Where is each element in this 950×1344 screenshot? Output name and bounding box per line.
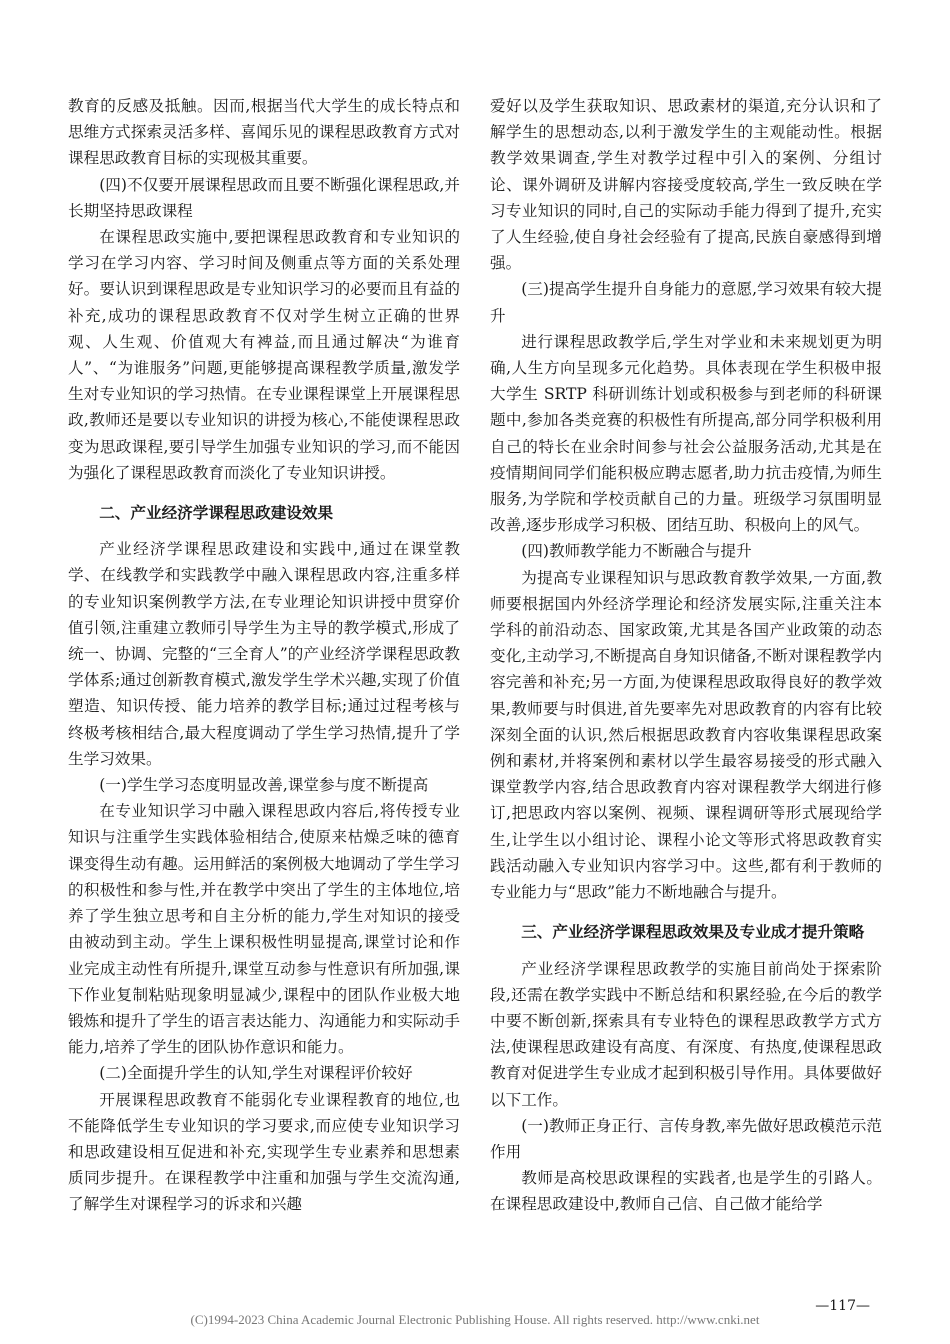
paragraph: 产业经济学课程思政教学的实施目前尚处于探索阶段,还需在教学实践中不断总结和积累经验,在今后的教学中要不断创新,探索具有专业特色的课程思政教学方式方法,使课程思政建设有高度、有深度、有热度,使课程思政教育对促进学生专业成才起到积极引导作用。具体要做好以下工作。 xyxy=(490,959,882,1109)
subheading-1: (一)学生学习态度明显改善,课堂参与度不断提高 xyxy=(99,776,429,795)
paragraph: 为提高专业课程知识与思政教育教学效果,一方面,教师要根据国内外经济学理论和经济发展实际,注重关注本学科的前沿动态、国家政策,尤其是各国产业政策的动态变化,主动学习,不断提高自身知识储备,不断对课程教学内容完善和补充;另一方面,为使课程思政取得良好的教学效果,教师要与时俱进,首先要率先对思政教育的内容有比较深刻全面的认识,然后根据思政教育内容收集课程思政案例和素材,并将案例和素材以学生最容易接受的形式融入课堂教学内容,结合思政教育内容对课程教学大纲进行修订,把思政内容以案例、视频、课程调研等形式展现给学生,让学生以小组讨论、课程小论文等形式将思政教育实践活动融入专业知识内容学习中。这些,都有利于教师的专业能力与“思政”能力不断地融合与提升。 xyxy=(490,568,882,902)
paragraph: 教育的反感及抵触。因而,根据当代大学生的成长特点和思维方式探索灵活多样、喜闻乐见的课程思政教育方式对课程思政教育目标的实现极其重要。 xyxy=(68,97,460,168)
right-column xyxy=(490,93,882,1218)
paragraph: 爱好以及学生获取知识、思政素材的渠道,充分认识和了解学生的思想动态,以利于激发学生的主观能动性。根据教学效果调查,学生对教学过程中引入的案例、分组讨论、课外调研及讲解内容接受度较高,学生一致反映在学习专业知识的同时,自己的实际动手能力得到了提升,充实了人生经验,使自身社会经验有了提高,民族自豪感得到增强。 xyxy=(490,97,882,273)
subheading-2: (二)全面提升学生的认知,学生对课程评价较好 xyxy=(99,1064,413,1083)
copyright-notice: (C)1994-2023 China Academic Journal Electronic Publishing House. All rights reserved. http://www.cnki.net xyxy=(190,1312,760,1327)
paragraph: 教师是高校思政课程的实践者,也是学生的引路人。在课程思政建设中,教师自己信、自己做才能给学 xyxy=(490,1169,882,1214)
subheading-4: (四)不仅要开展课程思政而且要不断强化课程思政,并长期坚持思政课程 xyxy=(68,175,460,220)
paragraph: 产业经济学课程思政建设和实践中,通过在课堂教学、在线教学和实践教学中融入课程思政内容,注重多样的专业知识案例教学方法,在专业理论知识讲授中贯穿价值引领,注重建立教师引导学生为主导的教学模式,形成了统一、协调、完整的“三全育人”的产业经济学课程思政教学体系;通过创新教育模式,激发学生学术兴趣,实现了价值塑造、知识传授、能力培养的教学目标;通过过程考核与终极考核相结合,最大程度调动了学生学习热情,提升了学生学习效果。 xyxy=(68,540,460,768)
section-heading-3: 三、产业经济学课程思政效果及专业成才提升策略 xyxy=(521,923,865,942)
page-number: —117— xyxy=(815,1298,870,1314)
paragraph: 在专业知识学习中融入课程思政内容后,将传授专业知识与注重学生实践体验相结合,使原来枯燥乏味的德育课变得生动有趣。运用鲜活的案例极大地调动了学生学习的积极性和参与性,并在教学中突出了学生的主体地位,培养了学生独立思考和自主分析的能力,学生对知识的接受由被动到主动。学生上课积极性明显提高,课堂讨论和作业完成主动性有所提升,课堂互动参与性意识有所加强,课下作业复制粘贴现象明显减少,课程中的团队作业极大地锻炼和提升了学生的语言表达能力、沟通能力和实际动手能力,培养了学生的团队协作意识和能力。 xyxy=(68,802,460,1057)
left-column xyxy=(68,93,460,1218)
section-heading-2: 二、产业经济学课程思政建设效果 xyxy=(99,504,334,523)
subheading-4: (四)教师教学能力不断融合与提升 xyxy=(521,542,752,561)
paragraph: 开展课程思政教育不能弱化专业课程教育的地位,也不能降低学生专业知识的学习要求,而应使专业知识学习和思政建设相互促进和补充,实现学生专业素养和思想素质同步提升。在课程教学中注重和加强与学生交流沟通,了解学生对课程学习的诉求和兴趣 xyxy=(68,1090,460,1214)
paragraph: 进行课程思政教学后,学生对学业和未来规划更为明确,人生方向呈现多元化趋势。具体表现在学生积极申报大学生 SRTP 科研训练计划或积极参与到老师的科研课题中,参加各类竞赛的积极性有所提高,部分同学积极利用自己的特长在业余时间参与社会公益服务活动,尤其是在疫情期间同学们能积极应聘志愿者,助力抗击疫情,为师生服务,为学院和学校贡献自己的力量。班级学习氛围明显改善,逐步形成学习积极、团结互助、积极向上的风气。 xyxy=(490,332,882,535)
subheading-1: (一)教师正身正行、言传身教,率先做好思政模范示范作用 xyxy=(490,1116,882,1161)
paragraph: 在课程思政实施中,要把课程思政教育和专业知识的学习在学习内容、学习时间及侧重点等方面的关系处理好。要认识到课程思政是专业知识学习的必要而且有益的补充,成功的课程思政教育不仅对学生树立正确的世界观、人生观、价值观大有裨益,而且通过解决“为谁育人”、“为谁服务”问题,更能够提高课程教学质量,激发学生对专业知识的学习热情。在专业课程课堂上开展课程思政,教师还是要以专业知识的讲授为核心,不能使课程思政变为思政课程,要引导学生加强专业知识的学习,而不能因为强化了课程思政教育而淡化了专业知识讲授。 xyxy=(68,228,460,482)
subheading-3: (三)提高学生提升自身能力的意愿,学习效果有较大提升 xyxy=(490,280,882,325)
